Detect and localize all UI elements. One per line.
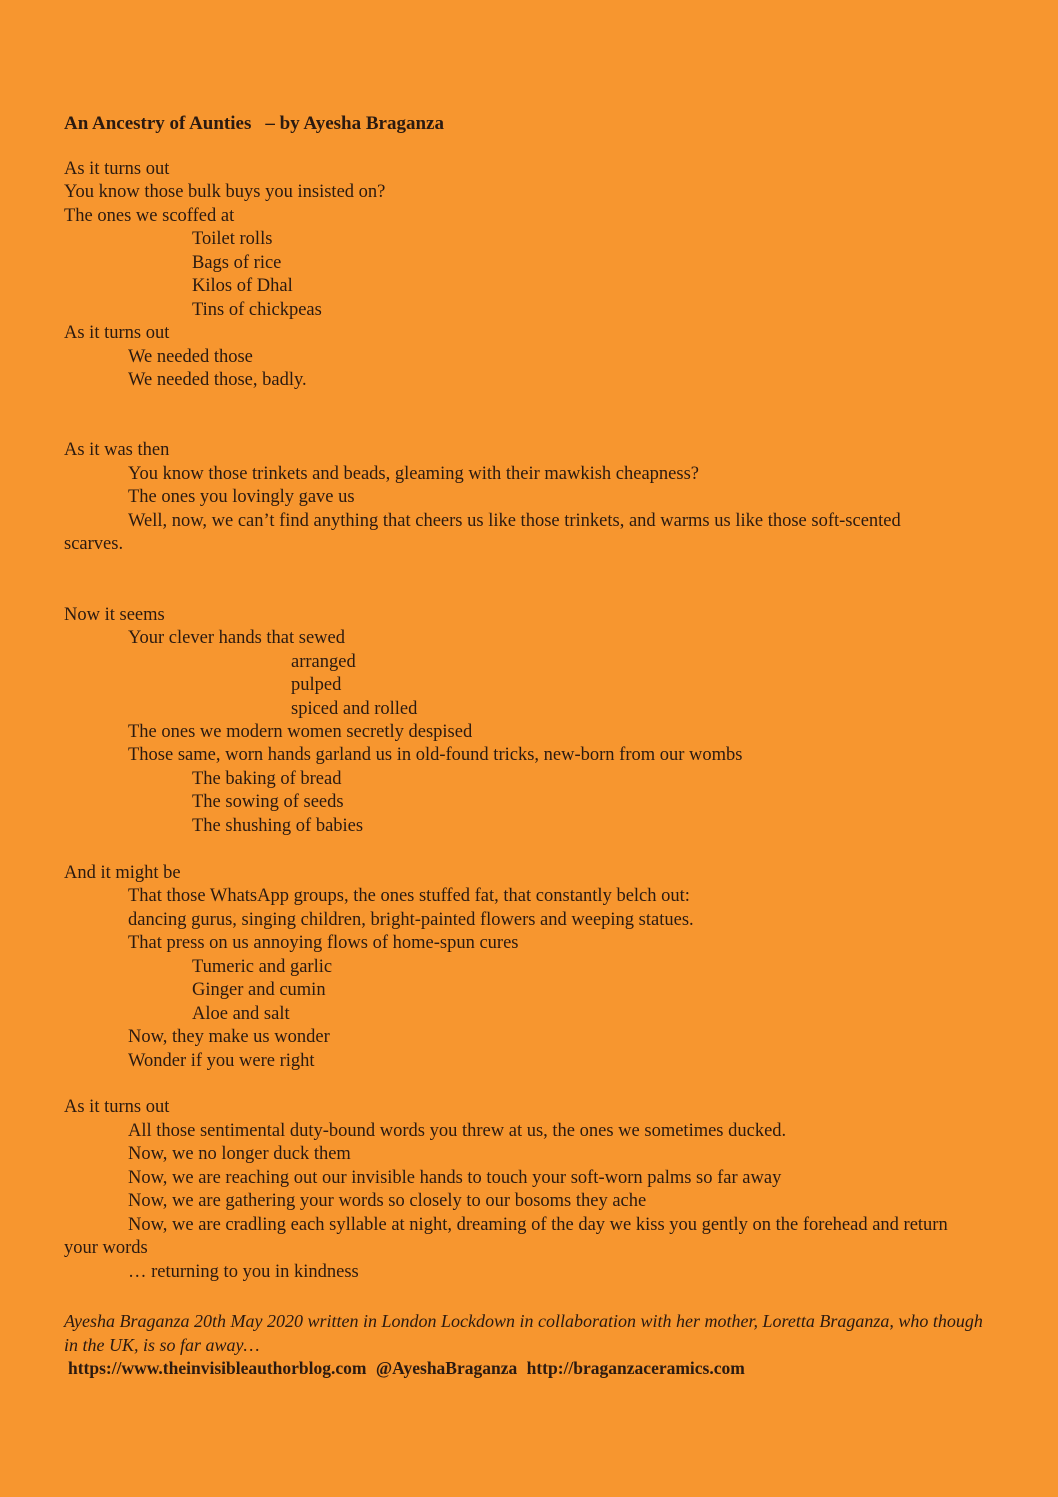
poem-line: As it turns out <box>64 1097 170 1117</box>
poem-line: The ones you lovingly gave us <box>128 487 355 507</box>
poem-line: Now, they make us wonder <box>128 1027 330 1047</box>
poem-line: Kilos of Dhal <box>192 276 293 296</box>
poem-line: Aloe and salt <box>192 1004 290 1024</box>
poem-line: You know those trinkets and beads, gleaming with their mawkish cheapness? <box>128 464 700 484</box>
poem-line: Your clever hands that sewed <box>128 628 345 648</box>
poem-line: Now, we are reaching out our invisible hands to touch your soft-worn palms so far away <box>128 1168 782 1188</box>
poem-line: Now it seems <box>64 605 165 625</box>
poem-title-text: An Ancestry of Aunties <box>64 113 252 134</box>
poem-line: As it turns out <box>64 323 170 343</box>
poem-line: Well, now, we can’t find anything that cheers us like those trinkets, and warms us like those soft-scented <box>128 511 901 531</box>
poem-line: pulped <box>291 675 342 695</box>
poem-title <box>64 112 444 136</box>
poem-line: your words <box>64 1238 148 1258</box>
poem-line: spiced and rolled <box>291 699 418 719</box>
poem-line: Now, we are cradling each syllable at night, dreaming of the day we kiss you gently on the forehead and return <box>128 1215 948 1235</box>
poem-line: Wonder if you were right <box>128 1051 315 1071</box>
poem-line: … returning to you in kindness <box>128 1262 359 1282</box>
author-links <box>68 1357 750 1380</box>
poem-line: We needed those <box>128 347 253 367</box>
poem-line: Bags of rice <box>192 253 282 273</box>
poem-line: Tumeric and garlic <box>192 957 333 977</box>
poem-line: You know those bulk buys you insisted on? <box>64 182 386 202</box>
poem-line: scarves. <box>64 534 124 554</box>
poem-line: arranged <box>291 652 356 672</box>
poem-line: Now, we no longer duck them <box>128 1144 351 1164</box>
poem-line: That those WhatsApp groups, the ones stuffed fat, that constantly belch out: <box>128 886 690 906</box>
poem-line: As it was then <box>64 440 170 460</box>
poem-line: Toilet rolls <box>192 229 273 249</box>
poem-line: The ones we modern women secretly despised <box>128 722 473 742</box>
poem-line: Ginger and cumin <box>192 980 326 1000</box>
poem-byline: – by Ayesha Braganza <box>265 113 444 134</box>
poem-line: The shushing of babies <box>192 816 364 836</box>
poem-line: That press on us annoying flows of home-spun cures <box>128 933 519 953</box>
social-handle[interactable]: @AyeshaBraganza <box>375 1358 518 1378</box>
poem-line: Those same, worn hands garland us in old-found tricks, new-born from our wombs <box>128 745 743 765</box>
blog-link[interactable]: https://www.theinvisibleauthorblog.com <box>68 1358 367 1378</box>
poem-line: And it might be <box>64 863 181 883</box>
ceramics-link[interactable]: http://braganzaceramics.com <box>526 1358 745 1378</box>
poem-line: The baking of bread <box>192 769 342 789</box>
poem-line: Tins of chickpeas <box>192 300 322 320</box>
poem-line: The sowing of seeds <box>192 792 344 812</box>
poem-line: We needed those, badly. <box>128 370 307 390</box>
poem-line: dancing gurus, singing children, bright-painted flowers and weeping statues. <box>128 910 694 930</box>
poem-line: All those sentimental duty-bound words you threw at us, the ones we sometimes ducked. <box>128 1121 787 1141</box>
poem-line: Now, we are gathering your words so closely to our bosoms they ache <box>128 1191 647 1211</box>
author-signature: Ayesha Braganza 20th May 2020 written in London Lockdown in collaboration with her mother, Loretta Braganza, who though in the UK, is so far away… <box>64 1311 983 1355</box>
poem-line: As it turns out <box>64 159 170 179</box>
poem-line: The ones we scoffed at <box>64 206 235 226</box>
